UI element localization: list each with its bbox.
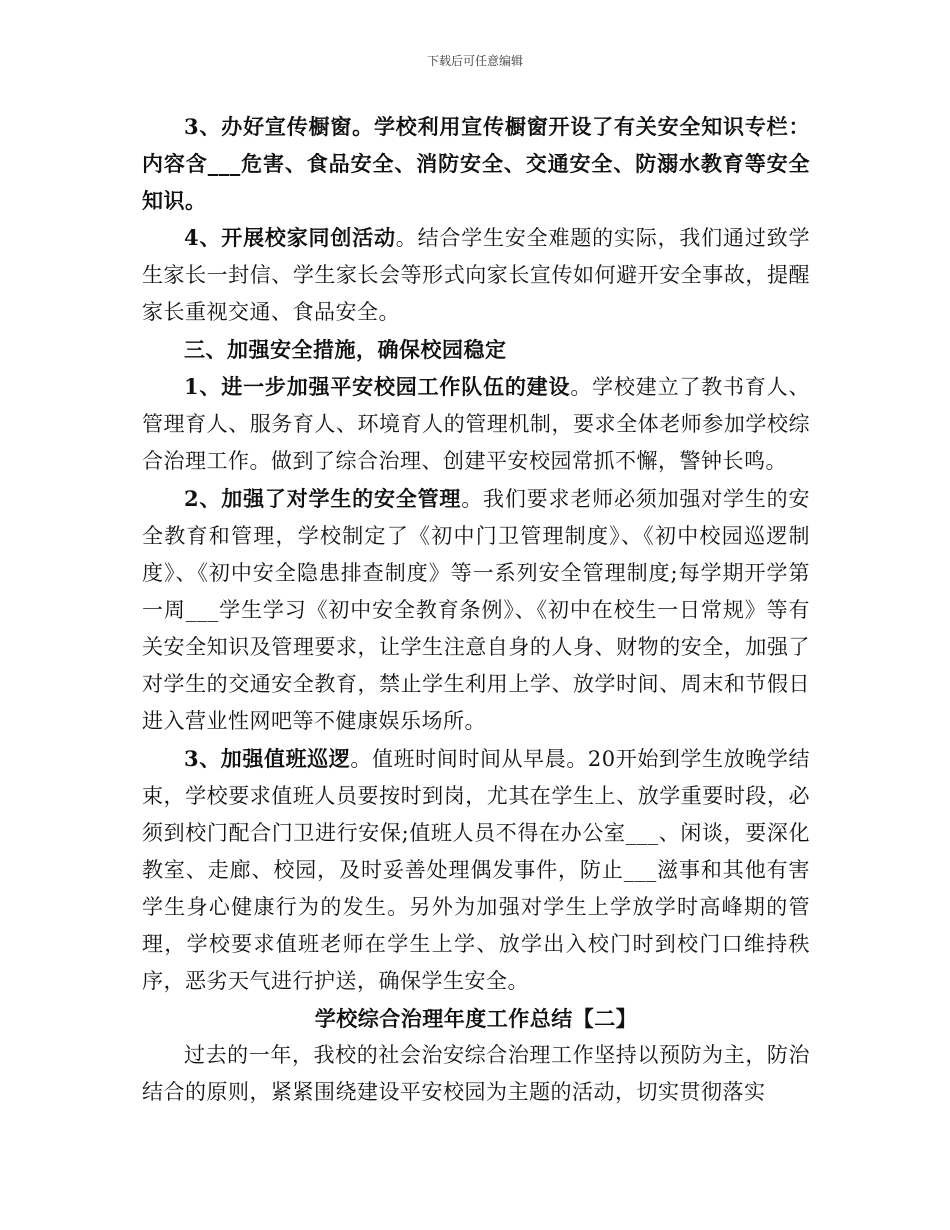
paragraph-lead: 1、进一步加强平安校园工作队伍的建设 bbox=[184, 374, 571, 399]
paragraph-text: 3、办好宣传橱窗。学校利用宣传橱窗开设了有关安全知识专栏：内容含___危害、食品安全、消防安全、交通安全、防溺水教育等安全知识。 bbox=[142, 114, 810, 213]
paragraph-display-window bbox=[142, 108, 810, 219]
paragraph-student-safety bbox=[142, 480, 810, 740]
page-header: 下载后可任意编辑 bbox=[426, 54, 523, 68]
paragraph-summary-intro bbox=[142, 1037, 810, 1111]
paragraph-text: 。结合学生安全难题的实际，我们通过致学生家长一封信、学生家长会等形式向家长宣传如何避开安全事故，提醒家长重视交通、食品安全。 bbox=[142, 226, 810, 324]
section-title: 学校综合治理年度工作总结【二】 bbox=[314, 1006, 638, 1031]
paragraph-text: 过去的一年，我校的社会治安综合治理工作坚持以预防为主，防治结合的原则，紧紧围绕建设平安校园为主题的活动，切实贯彻落实 bbox=[142, 1043, 810, 1104]
paragraph-team-building bbox=[142, 368, 810, 480]
paragraph-text: 。学校建立了教书育人、管理育人、服务育人、环境育人的管理机制，要求全体老师参加学校综合治理工作。做到了综合治理、创建平安校园常抓不懈，警钟长鸣。 bbox=[142, 375, 810, 473]
paragraph-text: 。我们要求老师必须加强对学生的安全教育和管理，学校制定了《初中门卫管理制度》、《初中校园巡逻制度》、《初中安全隐患排查制度》等一系列安全管理制度;每学期开学第一周___学生学习《初中安全教育条例》、《初中在校生一日常规》等有关安全知识及管理要求，让学生注意自身的人身、财物的安全，加强了对学生的交通安全教育，禁止学生利用上学、放学时间、周末和节假日进入营业性网吧等不健康娱乐场所。 bbox=[142, 487, 810, 733]
document-body bbox=[142, 108, 810, 1111]
heading-text: 三、加强安全措施，确保校园稳定 bbox=[184, 337, 507, 362]
paragraph-lead: 2、加强了对学生的安全管理 bbox=[184, 486, 462, 511]
paragraph-home-school bbox=[142, 219, 810, 331]
paragraph-duty-patrol bbox=[142, 740, 810, 1000]
paragraph-text: 。值班时间时间从早晨。20开始到学生放晚学结束，学校要求值班人员要按时到岗，尤其在学生上、放学重要时段，必须到校门配合门卫进行安保;值班人员不得在办公室___、闲谈，要深化教室、走廊、校园，及时妥善处理偶发事件，防止___滋事和其他有害学生身心健康行为的发生。另外为加强对学生上学放学时高峰期的管理，学校要求值班老师在学生上学、放学出入校门时到校门口维持秩序，恶劣天气进行护送，确保学生安全。 bbox=[142, 747, 810, 993]
paragraph-lead: 3、加强值班巡逻 bbox=[184, 746, 351, 771]
paragraph-lead: 4、开展校家同创活动 bbox=[184, 225, 396, 250]
section-heading-three bbox=[142, 331, 810, 368]
